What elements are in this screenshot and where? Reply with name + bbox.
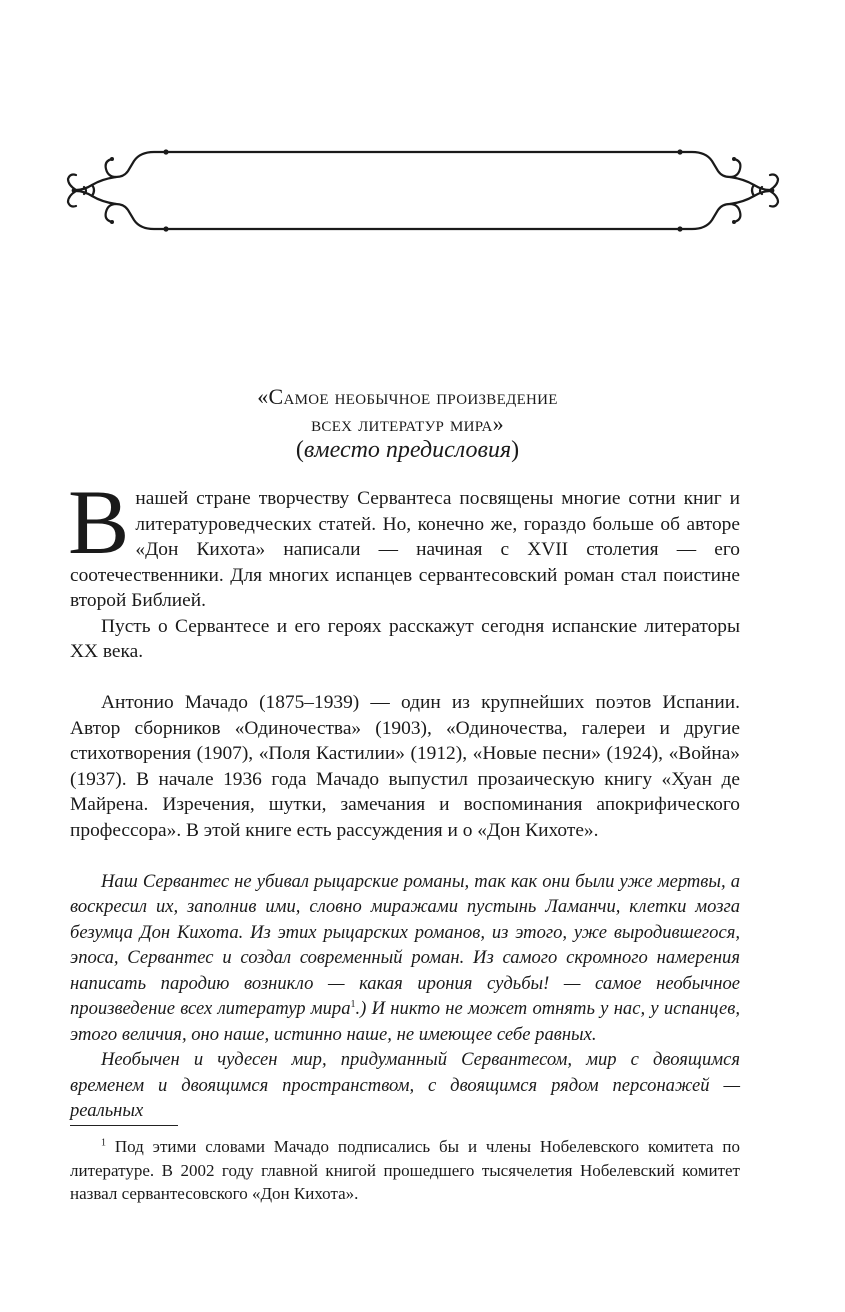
paragraph-intro: В нашей стране творчеству Сервантеса посвящены многие сотни книг и литературоведческих статей. Но, конечно же, гораздо больше об авторе «Дон Кихота» написали — начиная с XVII столетия — его соотечественники. Для многих испанцев сервантесовский роман стал поистине второй Библией. [68,471,740,611]
footnote-reference[interactable]: 1 [350,998,356,1010]
heading-subtitle: (вместо предисловия) [295,437,520,463]
paragraph-machado: Антонио Мачадо (1875–1939) — один из крупнейших поэтов Испании. Автор сборников «Одиночества» (1903), «Одиночества, галереи и другие стихотворения (1907), «Поля Кастилии» (1912), «Новые песни» (1924), «Война» (1937). В начале 1936 года Мачадо выпустил прозаическую книгу «Хуан де Майрена. Изречения, шутки, замечания и воспоминания апокрифического профессора». В этой книге есть рассуждения и о «Дон Кихоте». [70,692,740,841]
main-text [68,471,740,1124]
quotation-block [70,869,740,1124]
drop-cap: В [68,471,130,573]
heading-title-line-1: «Самое необычное произведение [257,384,558,409]
quote-paragraph-2: Необычен и чудесен мир, придуманный Сервантесом, мир с двоящимся временем и двоящимся пространством, с двоящимся рядом персонажей — реальных [70,1049,740,1121]
footnote [70,1135,740,1206]
chapter-heading [70,383,745,464]
heading-title-line-2: всех литератур мира» [311,411,504,436]
footnote-divider [70,1125,178,1126]
ornamental-frame [62,135,784,245]
footnote-marker: 1 [101,1137,106,1149]
footnote-text: $^1$ Под этими словами Мачадо подписались бы и члены Нобелевского комитета по литературе. В 2002 году главной книгой прошедшего тысячелетия Нобелевский комитет назвал сервантесовского «Дон Кихота». [70,1137,740,1203]
paragraph-second: Пусть о Сервантесе и его героях расскажут сегодня испанские литераторы XX века. [70,615,740,662]
quote-paragraph-1: Наш Сервантес не убивал рыцарские романы, так как они были уже мертвы, а воскресил их, заполнив ими, словно миражами пустынь Ламанчи, клетки мозга безумца Дон Кихота. Из этих рыцарских романов, из этого, уже выродившегося, эпоса, Сервантес и создал современный роман. Из самого скромного намерения написать пародию возникло — какая ирония судьбы! — самое необычное произведение всех литератур мира$^1$.) И никто не может отнять у нас, у испанцев, этого величия, оно наше, истинно наше, не имеющее себе равных. [70,870,740,1045]
